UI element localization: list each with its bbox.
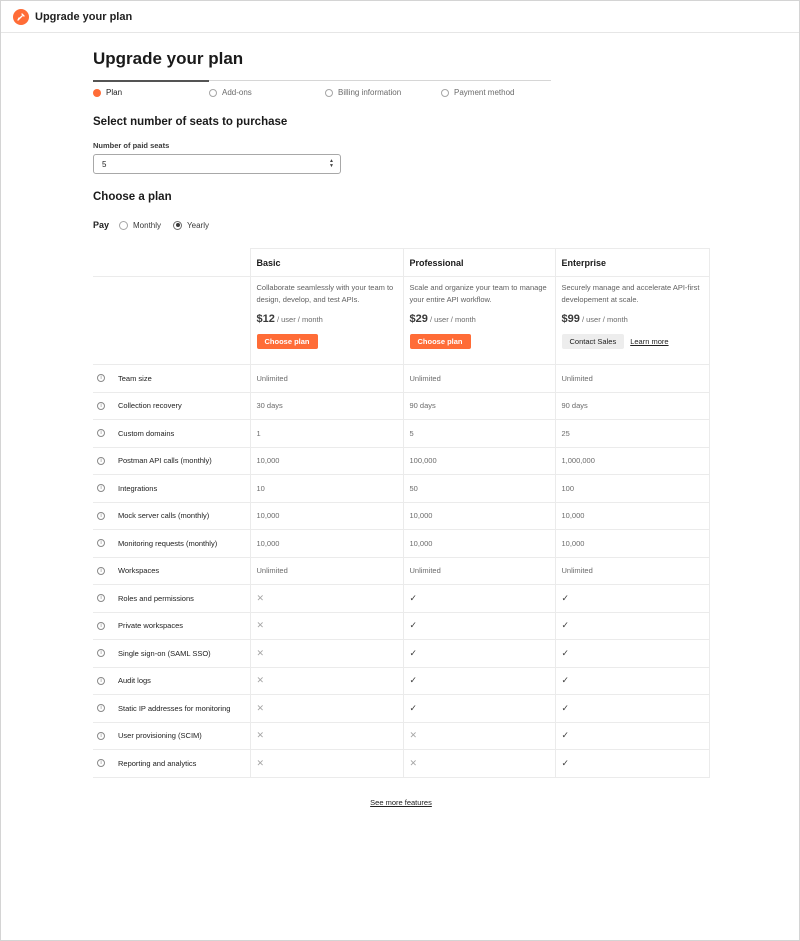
- feature-value-cell: [250, 420, 403, 448]
- info-icon[interactable]: i: [97, 704, 105, 712]
- feature-value: Unlimited: [409, 373, 441, 383]
- feature-name-cell: [93, 557, 250, 585]
- plan-price: $29 / user / month: [409, 313, 476, 325]
- feature-value-cell: [250, 722, 403, 750]
- feature-value-cell: [250, 750, 403, 778]
- seats-section-title: Select number of seats to purchase: [93, 116, 288, 128]
- feature-value-cell: [403, 667, 555, 695]
- feature-value-cell: [555, 750, 709, 778]
- feature-value-cell: [250, 557, 403, 585]
- feature-name-cell: [93, 722, 250, 750]
- feature-value: Unlimited: [561, 373, 593, 383]
- table-row: [93, 420, 709, 448]
- pay-monthly-option[interactable]: Monthly: [119, 221, 161, 230]
- feature-value: 10,000: [561, 538, 585, 548]
- feature-value-cell: [403, 420, 555, 448]
- table-corner: [93, 249, 250, 277]
- check-icon: ✓: [561, 647, 570, 658]
- feature-name-cell: [93, 392, 250, 420]
- feature-name: Postman API calls (monthly): [118, 456, 212, 466]
- seats-field-label: Number of paid seats: [93, 141, 170, 150]
- feature-name-cell: [93, 612, 250, 640]
- feature-value-cell: [403, 475, 555, 503]
- step-add-ons[interactable]: Add-ons: [209, 88, 252, 97]
- billing-period-selector: [93, 218, 713, 232]
- feature-name: Static IP addresses for monitoring: [118, 703, 231, 713]
- feature-name-cell: [93, 585, 250, 613]
- check-icon: ✓: [561, 592, 570, 603]
- table-row: [93, 722, 709, 750]
- table-row: [93, 530, 709, 558]
- seats-number-input[interactable]: [93, 154, 341, 174]
- rocket-icon: [13, 9, 29, 25]
- feature-value-cell: [403, 612, 555, 640]
- info-icon[interactable]: i: [97, 429, 105, 437]
- info-icon[interactable]: i: [97, 649, 105, 657]
- table-row: [93, 750, 709, 778]
- feature-value: 100,000: [409, 456, 437, 466]
- feature-value: 10,000: [409, 511, 433, 521]
- feature-value: 10: [256, 483, 265, 493]
- feature-value: 1: [256, 428, 261, 438]
- plan-card-professional: [403, 277, 555, 365]
- feature-value-cell: [555, 447, 709, 475]
- check-icon: ✓: [561, 620, 570, 631]
- cross-icon: ✕: [256, 675, 265, 686]
- feature-value-cell: [403, 585, 555, 613]
- feature-name: Custom domains: [118, 428, 175, 438]
- feature-value-cell: [403, 502, 555, 530]
- feature-value-cell: [250, 475, 403, 503]
- table-row: [93, 475, 709, 503]
- feature-name: Team size: [118, 373, 152, 383]
- plan-card-enterprise: [555, 277, 709, 365]
- contact-sales-button[interactable]: Contact Sales: [562, 334, 625, 349]
- feature-value-cell: [250, 695, 403, 723]
- feature-value-cell: [555, 530, 709, 558]
- info-icon[interactable]: i: [97, 457, 105, 465]
- check-icon: ✓: [409, 675, 418, 686]
- feature-value: 10,000: [256, 456, 280, 466]
- feature-value: 10,000: [409, 538, 433, 548]
- feature-name-cell: [93, 475, 250, 503]
- feature-value-cell: [250, 667, 403, 695]
- stepper-progress: [93, 80, 209, 82]
- feature-value-cell: [250, 585, 403, 613]
- info-icon[interactable]: i: [97, 759, 105, 767]
- feature-name-cell: [93, 750, 250, 778]
- plan-card-basic: [250, 277, 403, 365]
- info-icon[interactable]: i: [97, 567, 105, 575]
- feature-value-cell: [555, 557, 709, 585]
- radio-unchecked-icon[interactable]: [119, 221, 128, 230]
- feature-name-cell: [93, 447, 250, 475]
- table-row: [93, 392, 709, 420]
- info-icon[interactable]: i: [97, 732, 105, 740]
- plan-header-enterprise: Enterprise: [555, 249, 709, 277]
- feature-value: 10,000: [256, 511, 280, 521]
- info-icon[interactable]: i: [97, 594, 105, 602]
- plan-header-basic: Basic: [250, 249, 403, 277]
- main-content: [93, 33, 713, 807]
- feature-value: 25: [561, 428, 570, 438]
- feature-name: Roles and permissions: [118, 593, 194, 603]
- check-icon: ✓: [409, 647, 418, 658]
- pay-yearly-option[interactable]: Yearly: [173, 221, 209, 230]
- cross-icon: ✕: [256, 647, 265, 658]
- desc-blank-cell: [93, 277, 250, 365]
- plan-price: $12 / user / month: [256, 313, 323, 325]
- feature-value-cell: [555, 392, 709, 420]
- check-icon: ✓: [409, 592, 418, 603]
- feature-value-cell: [403, 750, 555, 778]
- step-billing-information[interactable]: Billing information: [325, 88, 401, 97]
- feature-value: Unlimited: [561, 566, 593, 576]
- plan-price: $99 / user / month: [561, 313, 628, 325]
- feature-value: 1,000,000: [561, 456, 595, 466]
- plan-description: Securely manage and accelerate API-first developement at scale.: [561, 283, 700, 304]
- info-icon[interactable]: i: [97, 539, 105, 547]
- check-icon: ✓: [409, 702, 418, 713]
- choose-plan-professional-button[interactable]: Choose plan: [410, 334, 471, 349]
- check-icon: ✓: [561, 675, 570, 686]
- cross-icon: ✕: [256, 702, 265, 713]
- feature-name: Audit logs: [118, 676, 151, 686]
- feature-value: 30 days: [256, 401, 283, 411]
- check-icon: ✓: [409, 620, 418, 631]
- feature-name: User provisioning (SCIM): [118, 731, 202, 741]
- table-row: [93, 502, 709, 530]
- feature-value-cell: [555, 640, 709, 668]
- feature-value: Unlimited: [256, 566, 288, 576]
- feature-name-cell: [93, 420, 250, 448]
- check-icon: ✓: [561, 730, 570, 741]
- cross-icon: ✕: [409, 757, 418, 768]
- step-payment-method[interactable]: Payment method: [441, 88, 514, 97]
- window-title: Upgrade your plan: [35, 10, 133, 23]
- info-icon[interactable]: i: [97, 402, 105, 410]
- feature-value-cell: [250, 392, 403, 420]
- feature-value-cell: [555, 420, 709, 448]
- plan-description: Scale and organize your team to manage your entire API workflow.: [409, 283, 547, 304]
- feature-value-cell: [403, 392, 555, 420]
- table-row: [93, 640, 709, 668]
- feature-name-cell: [93, 530, 250, 558]
- table-row: [93, 695, 709, 723]
- feature-name-cell: [93, 667, 250, 695]
- feature-name: Monitoring requests (monthly): [118, 538, 218, 548]
- feature-value-cell: [250, 640, 403, 668]
- feature-value-cell: [555, 695, 709, 723]
- feature-value-cell: [555, 365, 709, 393]
- info-icon[interactable]: i: [97, 484, 105, 492]
- feature-name-cell: [93, 640, 250, 668]
- feature-value: 5: [409, 428, 414, 438]
- plan-header-professional: Professional: [403, 249, 555, 277]
- plan-description: Collaborate seamlessly with your team to design, develop, and test APIs.: [256, 283, 394, 304]
- step-dot-icon: [325, 89, 333, 97]
- feature-value-cell: [403, 640, 555, 668]
- feature-value-cell: [250, 447, 403, 475]
- feature-value: Unlimited: [256, 373, 288, 383]
- choose-plan-basic-button[interactable]: Choose plan: [257, 334, 318, 349]
- feature-value-cell: [555, 585, 709, 613]
- feature-name-cell: [93, 502, 250, 530]
- learn-more-link[interactable]: Learn more: [630, 337, 669, 346]
- feature-value-cell: [403, 695, 555, 723]
- step-dot-icon: [209, 89, 217, 97]
- feature-name: Collection recovery: [118, 401, 182, 411]
- info-icon[interactable]: i: [97, 374, 105, 382]
- check-icon: ✓: [561, 702, 570, 713]
- feature-name-cell: [93, 695, 250, 723]
- feature-value: 90 days: [561, 401, 588, 411]
- table-row: [93, 612, 709, 640]
- feature-value: 100: [561, 483, 575, 493]
- feature-name: Single sign-on (SAML SSO): [118, 648, 211, 658]
- step-dot-icon: [93, 89, 101, 97]
- cross-icon: ✕: [409, 730, 418, 741]
- step-dot-icon: [441, 89, 449, 97]
- table-row: [93, 447, 709, 475]
- table-row: [93, 557, 709, 585]
- feature-value: 90 days: [409, 401, 436, 411]
- feature-value: Unlimited: [409, 566, 441, 576]
- feature-value-cell: [250, 365, 403, 393]
- cross-icon: ✕: [256, 730, 265, 741]
- feature-value-cell: [555, 667, 709, 695]
- see-more-features: [93, 798, 709, 807]
- feature-value-cell: [250, 502, 403, 530]
- plan-comparison-table: [93, 248, 709, 778]
- table-row: [93, 667, 709, 695]
- choose-plan-title: Choose a plan: [93, 191, 172, 203]
- table-row: [93, 585, 709, 613]
- feature-value-cell: [555, 612, 709, 640]
- cross-icon: ✕: [256, 620, 265, 631]
- feature-value-cell: [555, 475, 709, 503]
- feature-name: Private workspaces: [118, 621, 184, 631]
- feature-value-cell: [403, 722, 555, 750]
- feature-name-cell: [93, 365, 250, 393]
- stepper: [93, 80, 551, 102]
- stepper-arrows-icon[interactable]: ▲ ▼: [329, 158, 334, 169]
- cross-icon: ✕: [256, 592, 265, 603]
- table-row: [93, 365, 709, 393]
- feature-value: 10,000: [561, 511, 585, 521]
- top-bar: [1, 1, 799, 33]
- feature-name: Integrations: [118, 483, 158, 493]
- feature-value-cell: [403, 447, 555, 475]
- step-plan[interactable]: Plan: [93, 88, 122, 97]
- feature-value-cell: [250, 612, 403, 640]
- feature-value: 10,000: [256, 538, 280, 548]
- cross-icon: ✕: [256, 757, 265, 768]
- page-title: Upgrade your plan: [93, 49, 244, 68]
- feature-rows: [93, 365, 709, 778]
- feature-value-cell: [555, 722, 709, 750]
- feature-name: Workspaces: [118, 566, 160, 576]
- info-icon[interactable]: i: [97, 622, 105, 630]
- feature-value-cell: [555, 502, 709, 530]
- radio-checked-icon[interactable]: [173, 221, 182, 230]
- feature-value-cell: [250, 530, 403, 558]
- feature-value-cell: [403, 530, 555, 558]
- seats-value: 5: [102, 159, 107, 169]
- info-icon[interactable]: i: [97, 677, 105, 685]
- see-more-features-link[interactable]: See more features: [370, 798, 432, 807]
- pay-label: Pay: [93, 220, 110, 230]
- feature-name: Reporting and analytics: [118, 758, 197, 768]
- check-icon: ✓: [561, 757, 570, 768]
- info-icon[interactable]: i: [97, 512, 105, 520]
- feature-value-cell: [403, 557, 555, 585]
- feature-name: Mock server calls (monthly): [118, 511, 210, 521]
- feature-value: 50: [409, 483, 418, 493]
- feature-value-cell: [403, 365, 555, 393]
